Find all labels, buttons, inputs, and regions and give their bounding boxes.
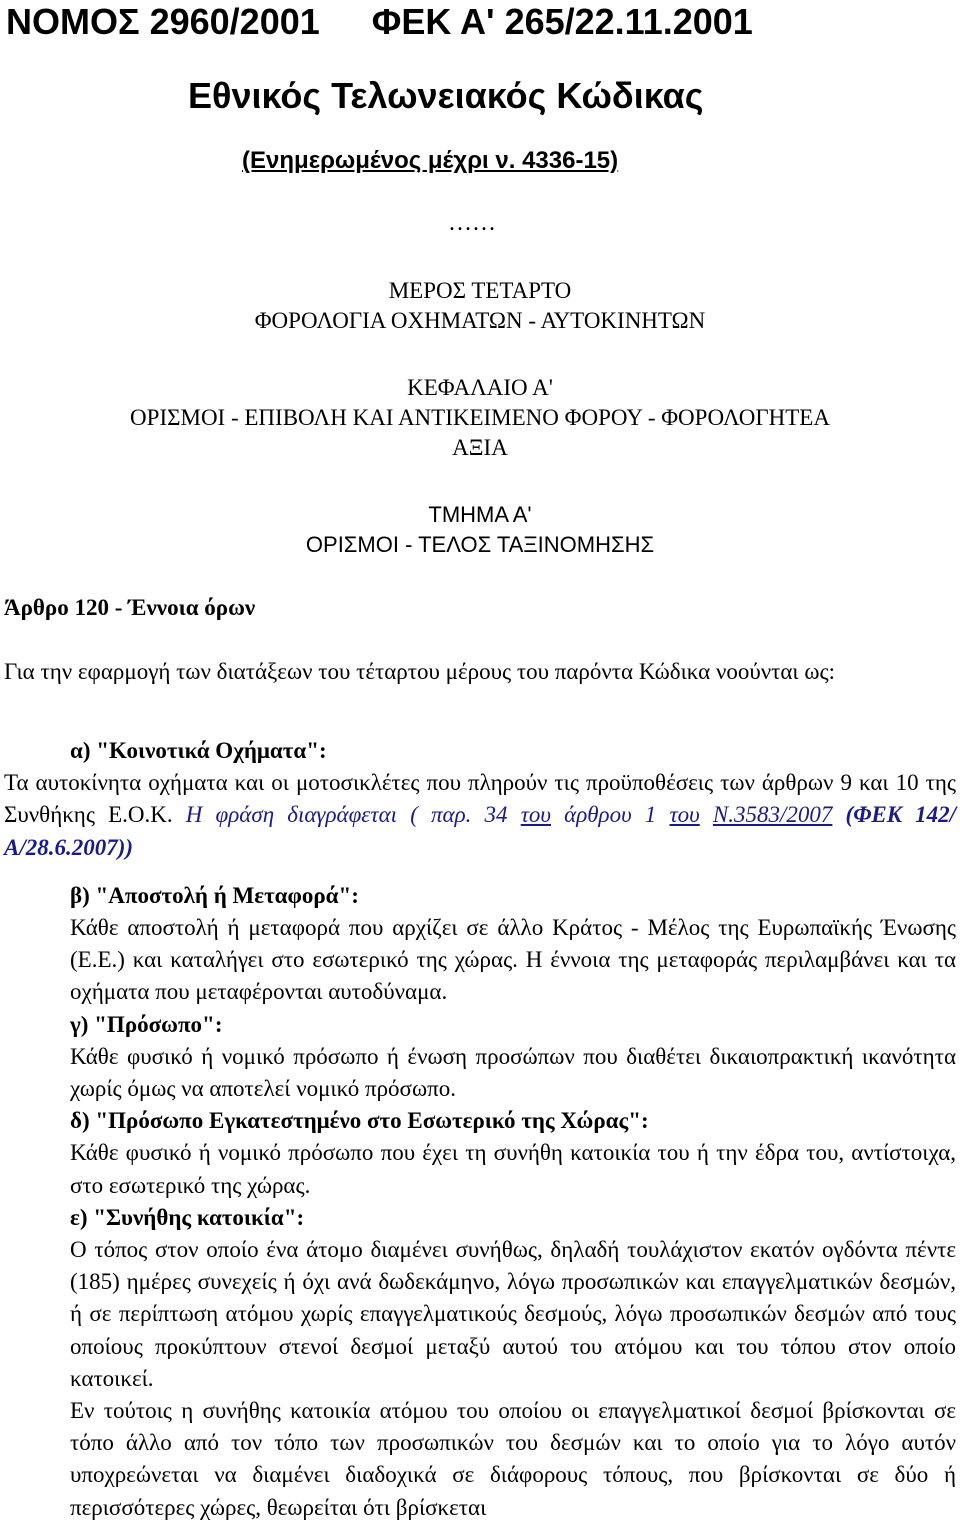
definition-a-text xyxy=(4,767,956,864)
amendment-word-tou: του xyxy=(520,802,551,828)
part-subtitle: ΦΟΡΟΛΟΓΙΑ ΟΧΗΜΑΤΩΝ - ΑΥΤΟΚΙΝΗΤΩΝ xyxy=(254,308,706,333)
section-title: ΤΜΗΜΑ Α' xyxy=(428,502,532,527)
definition-c-term: γ) "Πρόσωπο": xyxy=(70,1011,223,1037)
amendment-phrase: Η φράση διαγράφεται ( παρ. 34 xyxy=(185,802,508,828)
chapter-subtitle-line1: ΟΡΙΣΜΟΙ - ΕΠΙΒΟΛΗ ΚΑΙ ΑΝΤΙΚΕΙΜΕΝΟ ΦΟΡΟΥ - ΦΟΡΟΛΟΓΗΤΕΑ xyxy=(130,405,830,430)
section-subtitle: ΟΡΙΣΜΟΙ - ΤΕΛΟΣ ΤΑΞΙΝΟΜΗΣΗΣ xyxy=(305,532,655,557)
definition-b-term: β) "Αποστολή ή Μεταφορά": xyxy=(70,882,359,908)
definition-a-body: Τα αυτοκίνητα οχήματα και οι μοτοσικλέτες που πληρούν τις προϋποθέσεις των άρθρων 9 και 10 της Συνθήκης Ε.Ο.Κ. xyxy=(4,770,956,828)
update-note: (Ενημερωμένος μέχρι ν. 4336-15) xyxy=(242,147,619,174)
amendment-law-link[interactable]: Ν.3583/2007 xyxy=(712,802,833,828)
part-heading xyxy=(0,276,960,336)
definitions-list xyxy=(4,735,957,1524)
definition-e-body-2: Εν τούτοις η συνήθης κατοικία ατόμου του οποίου οι επαγγελματικοί δεσμοί βρίσκονται σε τόπο άλλο από τον τόπο των προσωπικών του δεσμών και το οποίο για το λόγο αυτόν υποχρεώνεται να διαμένει διαδοχικά σε διάφορους τόπους, που βρίσκονται σε δύο ή περισσότερες χώρες, θεωρείται ότι βρίσκεται xyxy=(70,1398,956,1520)
law-header xyxy=(6,0,753,44)
definition-c-body: Κάθε φυσικό ή νομικό πρόσωπο ή ένωση προσώπων που διαθέτει δικαιοπρακτική ικανότητα χωρίς όμως να αποτελεί νομικό πρόσωπο. xyxy=(70,1043,956,1102)
part-title: ΜΕΡΟΣ ΤΕΤΑΡΤΟ xyxy=(388,278,572,303)
article-title: Άρθρο 120 - Έννοια όρων xyxy=(4,595,256,620)
chapter-subtitle-line2: ΑΞΙΑ xyxy=(452,435,508,460)
section-heading xyxy=(0,500,960,560)
amendment-article: άρθρου 1 xyxy=(564,802,657,828)
chapter-heading xyxy=(0,373,960,463)
definition-a-term: α) "Κοινοτικά Οχήματα": xyxy=(70,738,327,763)
definition-d-body: Κάθε φυσικό ή νομικό πρόσωπο που έχει τη συνήθη κατοικία του ή την έδρα του, αντίστοιχα, στο εσωτερικό της χώρας. xyxy=(70,1140,956,1198)
omission-ellipsis: …… xyxy=(448,210,496,236)
code-title: Εθνικός Τελωνειακός Κώδικας xyxy=(188,75,704,116)
article-intro: Για την εφαρμογή των διατάξεων του τέταρτου μέρους του παρόντα Κώδικα νοούνται ως: xyxy=(4,659,835,684)
fek-reference: ΦΕΚ Α' 265/22.11.2001 xyxy=(371,1,753,42)
definition-e-term: ε) "Συνήθης κατοικία": xyxy=(70,1204,305,1230)
amendment-word-tou-2: του xyxy=(669,802,700,828)
definition-e-body-1: Ο τόπος στον οποίο ένα άτομο διαμένει συνήθως, δηλαδή τουλάχιστον εκατόν ογδόντα πέντε (185) ημέρες συνεχείς ή όχι ανά δωδεκάμηνο, λόγω προσωπικών και επαγγελματικών δεσμών, ή σε περίπτωση ατόμου χωρίς επαγγελματικούς δεσμούς, λόγω προσωπικών δεσμών από τους οποίους προκύπτουν στενοί δεσμοί μεταξύ αυτού του ατόμου και του τόπου στον οποίο κατοικεί. xyxy=(70,1237,956,1391)
amendment-fek: (ΦΕΚ 142/Α/28.6.2007)) xyxy=(4,802,957,860)
definition-b-body: Κάθε αποστολή ή μεταφορά που αρχίζει σε άλλο Κράτος - Μέλος της Ευρωπαϊκής Ένωσης (Ε.Ε.) και καταλήγει στο εσωτερικό της χώρας. Η έννοια της μεταφοράς περιλαμβάνει και τα οχήματα που μεταφέρονται αυτοδύναμα. xyxy=(70,915,956,1005)
definition-d-term: δ) "Πρόσωπο Εγκατεστημένο στο Εσωτερικό της Χώρας": xyxy=(70,1108,649,1134)
amendment-note xyxy=(186,802,846,827)
law-number: ΝΟΜΟΣ 2960/2001 xyxy=(6,1,320,42)
chapter-title: ΚΕΦΑΛΑΙΟ Α' xyxy=(407,375,553,400)
